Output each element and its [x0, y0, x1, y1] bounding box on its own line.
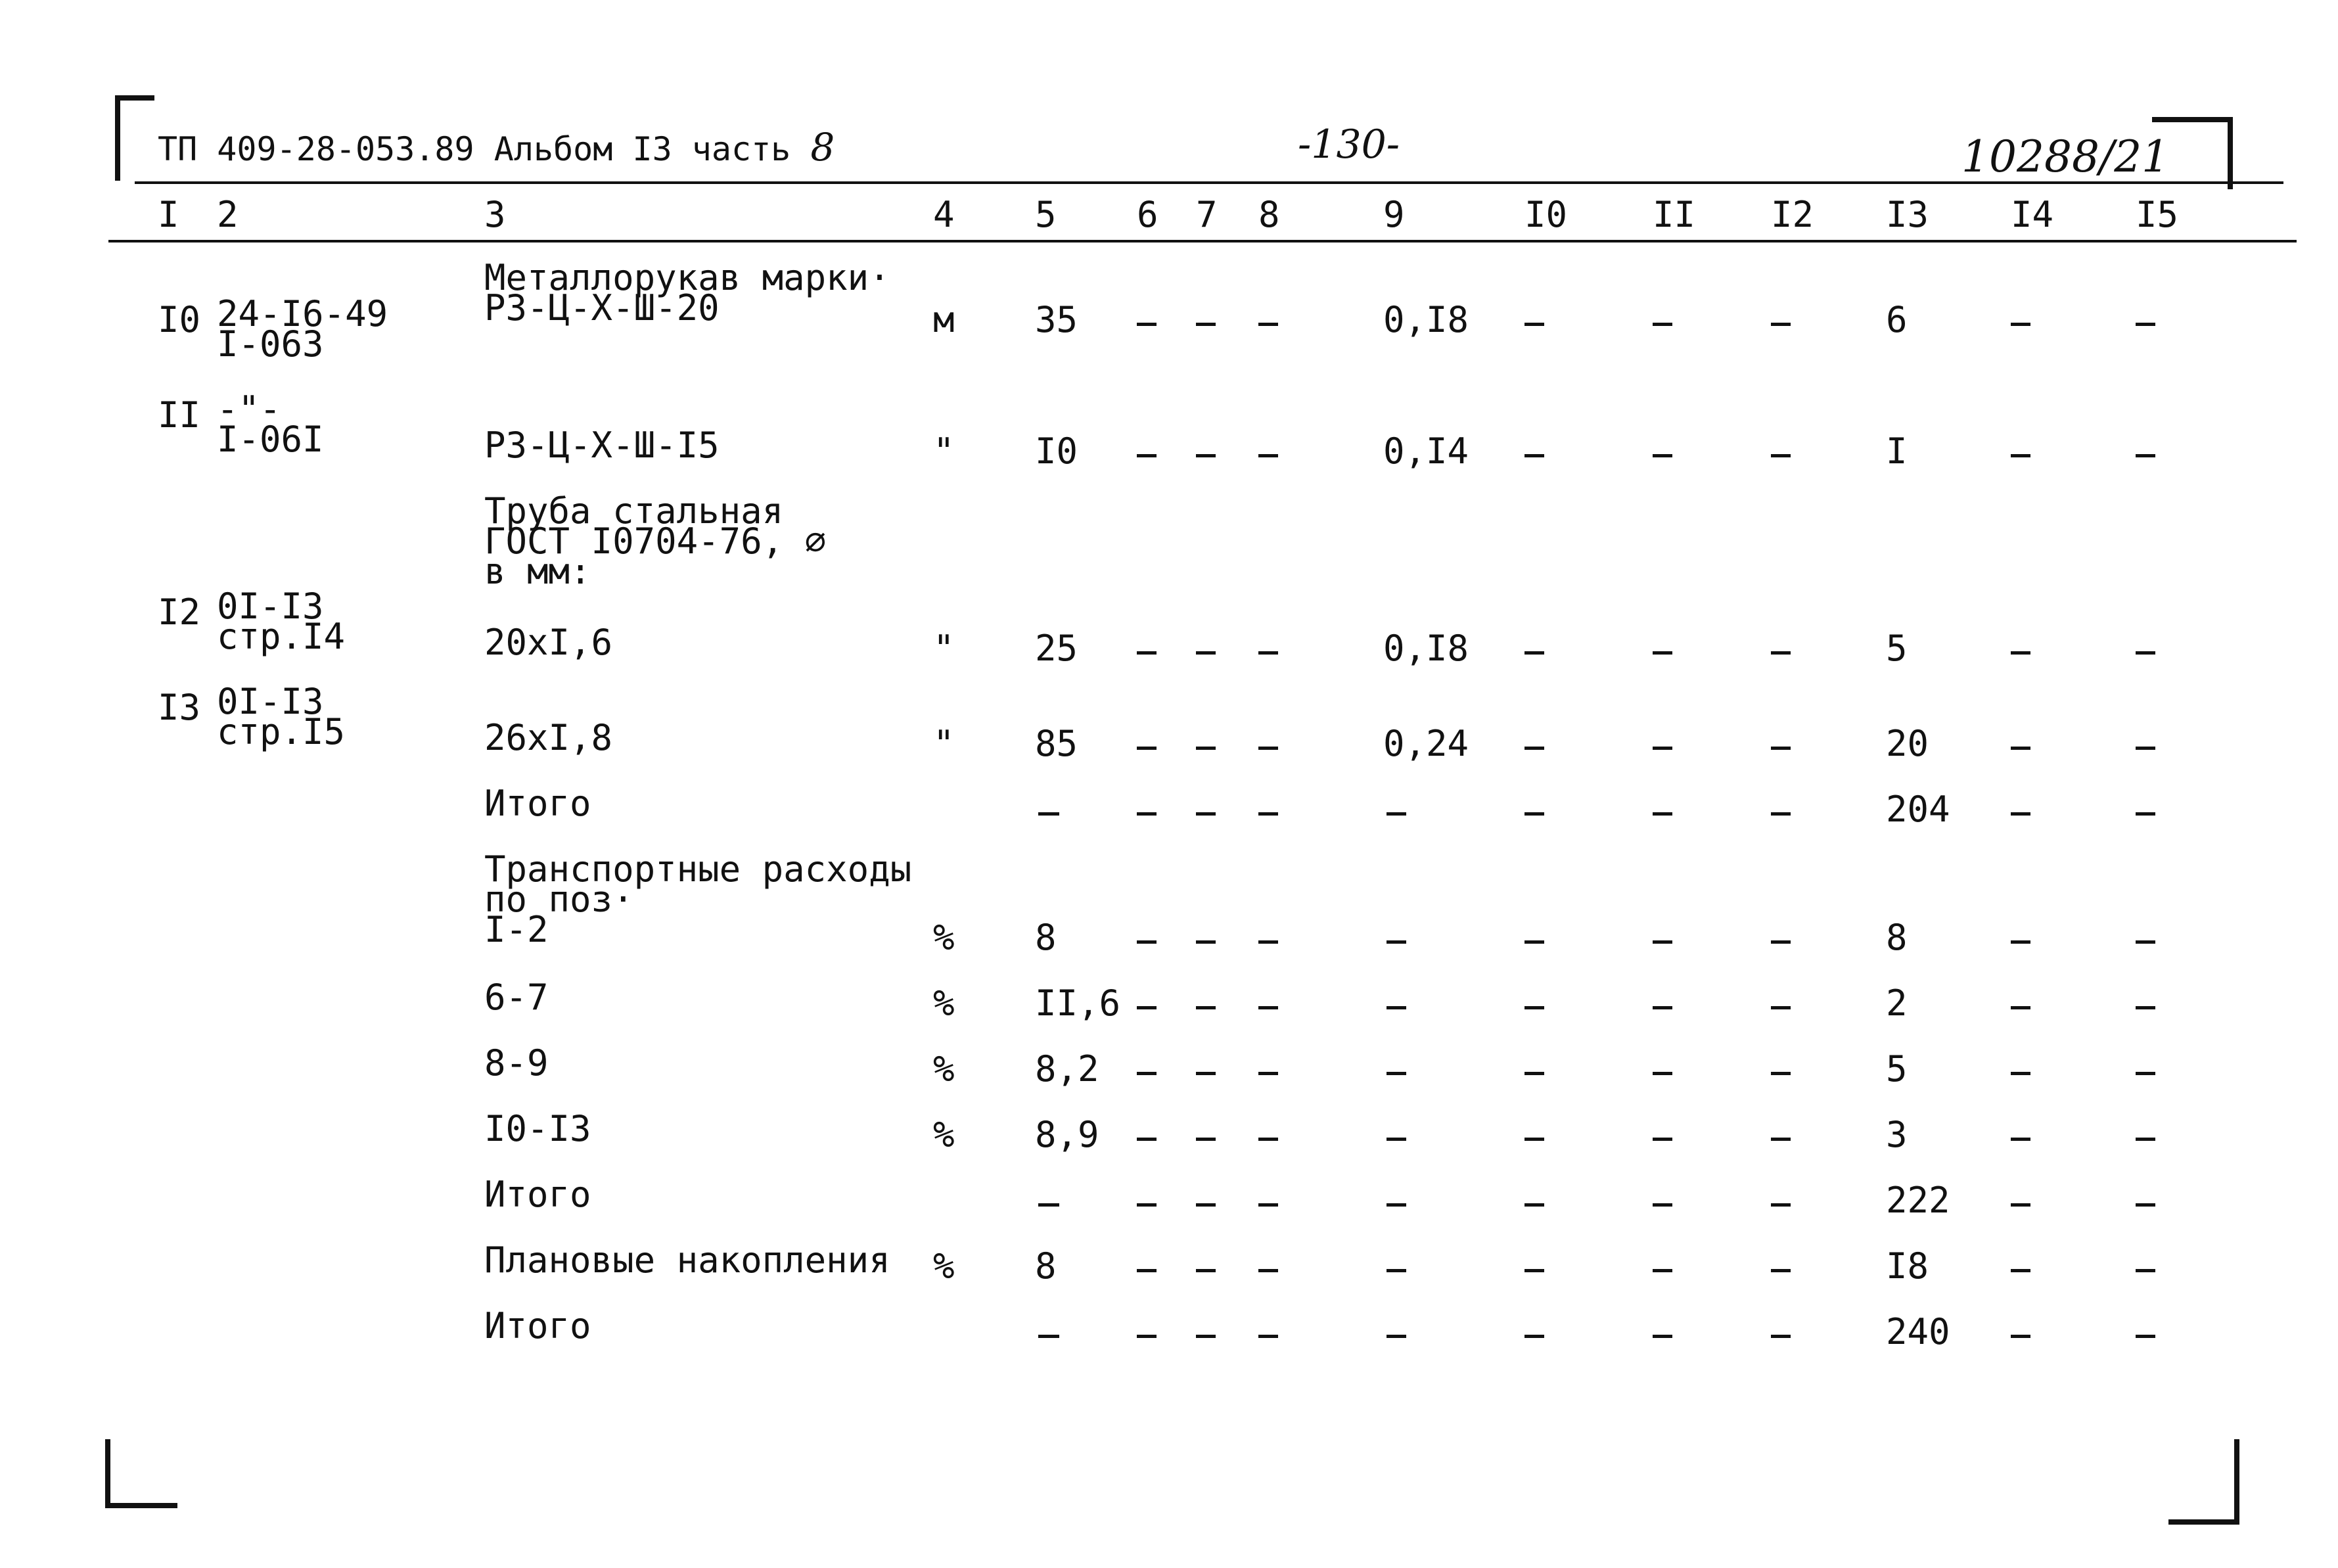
- item-name-line: Труба стальная: [484, 490, 784, 532]
- column-6-dash: [1137, 651, 1157, 655]
- column-9-dash: [1387, 1269, 1406, 1272]
- column-6-dash: [1137, 940, 1157, 944]
- column-8-dash: [1258, 1138, 1278, 1141]
- column-14-dash: [2011, 747, 2030, 750]
- item-code-line: I-063: [217, 323, 324, 365]
- column-13-value: 222: [1886, 1180, 1950, 1221]
- item-name-line: РЗ-Ц-Х-Ш-20: [484, 287, 720, 329]
- position-number: I2: [158, 591, 201, 633]
- column-11-dash: [1653, 812, 1672, 816]
- column-5-value: 85: [1035, 723, 1078, 764]
- column-15-dash: [2136, 747, 2155, 750]
- column-6-dash: [1137, 1072, 1157, 1075]
- item-name-line: по поз·: [484, 879, 634, 920]
- column-7-dash: [1196, 1269, 1216, 1272]
- column-6-dash: [1137, 323, 1157, 326]
- item-code-line: I-06I: [217, 419, 324, 460]
- column-5-value: 8,9: [1035, 1114, 1099, 1155]
- column-7-dash: [1196, 812, 1216, 816]
- column-5-value: 25: [1035, 628, 1078, 669]
- column-7-dash: [1196, 940, 1216, 944]
- corner-mark-top-left: [115, 95, 120, 181]
- column-number-9: 9: [1383, 194, 1405, 235]
- column-5-value: 35: [1035, 299, 1078, 340]
- unit-cell: ": [933, 723, 955, 764]
- column-10-dash: [1524, 940, 1544, 944]
- item-code-line: стр.I5: [217, 711, 346, 752]
- column-15-dash: [2136, 940, 2155, 944]
- column-7-dash: [1196, 1335, 1216, 1338]
- item-code-line: 0I-I3: [217, 586, 324, 627]
- column-6-dash: [1137, 454, 1157, 457]
- column-13-value: 2: [1886, 982, 1908, 1024]
- column-6-dash: [1137, 1335, 1157, 1338]
- item-code-line: -"-: [217, 388, 281, 430]
- column-14-dash: [2011, 454, 2030, 457]
- column-number-6: 6: [1137, 194, 1158, 235]
- item-name-line: 20хI,6: [484, 622, 613, 663]
- document-code-text: ТП 409-28-053.89 Альбом I3 часть: [158, 130, 791, 168]
- column-13-value: 3: [1886, 1114, 1908, 1155]
- item-name-line: I-2: [484, 909, 549, 950]
- column-number-8: 8: [1258, 194, 1280, 235]
- column-header-rule: [108, 240, 2297, 242]
- column-14-dash: [2011, 1203, 2030, 1207]
- column-5-value: 8: [1035, 1245, 1057, 1287]
- position-number: I3: [158, 687, 201, 728]
- column-9-dash: [1387, 1203, 1406, 1207]
- column-12-dash: [1771, 1269, 1791, 1272]
- column-13-value: 6: [1886, 299, 1908, 340]
- column-14-dash: [2011, 1072, 2030, 1075]
- column-15-dash: [2136, 1203, 2155, 1207]
- item-name-line: ГОСТ I0704-76, ∅: [484, 520, 827, 562]
- column-12-dash: [1771, 747, 1791, 750]
- unit-cell: %: [933, 982, 955, 1024]
- column-12-dash: [1771, 1335, 1791, 1338]
- column-9-value: 0,I8: [1383, 628, 1469, 669]
- corner-mark-bottom-left-h: [105, 1503, 177, 1508]
- item-name-line: I0-I3: [484, 1108, 591, 1149]
- position-number: I0: [158, 299, 201, 340]
- column-11-dash: [1653, 651, 1672, 655]
- item-name-line: РЗ-Ц-Х-Ш-I5: [484, 425, 720, 466]
- item-code-line: 0I-I3: [217, 681, 324, 722]
- column-7-dash: [1196, 651, 1216, 655]
- column-11-dash: [1653, 323, 1672, 326]
- column-5-dash: [1038, 1335, 1059, 1338]
- column-8-dash: [1258, 747, 1278, 750]
- column-6-dash: [1137, 1203, 1157, 1207]
- column-14-dash: [2011, 940, 2030, 944]
- item-name-line: Металлорукав марки·: [484, 257, 890, 298]
- column-14-dash: [2011, 651, 2030, 655]
- corner-mark-bottom-left: [105, 1439, 110, 1508]
- column-10-dash: [1524, 1138, 1544, 1141]
- unit-cell: %: [933, 917, 955, 958]
- item-name-line: в мм:: [484, 551, 591, 592]
- unit-cell: ": [933, 430, 955, 472]
- unit-cell: %: [933, 1048, 955, 1090]
- column-number-12: I2: [1771, 194, 1814, 235]
- unit-cell: %: [933, 1114, 955, 1155]
- item-name-line: Итого: [484, 783, 591, 824]
- column-12-dash: [1771, 651, 1791, 655]
- column-9-dash: [1387, 1138, 1406, 1141]
- column-number-4: 4: [933, 194, 955, 235]
- column-8-dash: [1258, 1072, 1278, 1075]
- column-6-dash: [1137, 812, 1157, 816]
- column-11-dash: [1653, 1269, 1672, 1272]
- item-code-line: стр.I4: [217, 616, 346, 657]
- column-15-dash: [2136, 1269, 2155, 1272]
- item-name-line: 6-7: [484, 977, 549, 1018]
- column-9-dash: [1387, 940, 1406, 944]
- column-14-dash: [2011, 1138, 2030, 1141]
- column-11-dash: [1653, 1335, 1672, 1338]
- column-11-dash: [1653, 747, 1672, 750]
- column-15-dash: [2136, 1006, 2155, 1009]
- corner-mark-top-left-h: [115, 95, 154, 101]
- unit-cell: ": [933, 628, 955, 669]
- column-15-dash: [2136, 323, 2155, 326]
- column-10-dash: [1524, 1335, 1544, 1338]
- column-13-value: 240: [1886, 1311, 1950, 1352]
- column-number-1: I: [158, 194, 179, 235]
- column-14-dash: [2011, 1335, 2030, 1338]
- column-8-dash: [1258, 651, 1278, 655]
- column-6-dash: [1137, 747, 1157, 750]
- column-7-dash: [1196, 747, 1216, 750]
- column-12-dash: [1771, 1072, 1791, 1075]
- archive-number: 10288/21: [1961, 131, 2170, 182]
- item-code-line: 24-I6-49: [217, 293, 388, 334]
- column-number-11: II: [1653, 194, 1696, 235]
- item-name-line: Транспортные расходы: [484, 848, 912, 890]
- column-number-7: 7: [1196, 194, 1218, 235]
- column-15-dash: [2136, 1072, 2155, 1075]
- column-5-dash: [1038, 1203, 1059, 1207]
- column-12-dash: [1771, 1138, 1791, 1141]
- column-13-value: 8: [1886, 917, 1908, 958]
- unit-cell: м: [933, 299, 955, 340]
- column-10-dash: [1524, 1006, 1544, 1009]
- column-11-dash: [1653, 1138, 1672, 1141]
- column-13-value: 20: [1886, 723, 1929, 764]
- column-9-dash: [1387, 812, 1406, 816]
- column-14-dash: [2011, 1006, 2030, 1009]
- column-9-value: 0,I8: [1383, 299, 1469, 340]
- corner-mark-bottom-right-h: [2168, 1519, 2239, 1525]
- column-11-dash: [1653, 940, 1672, 944]
- column-10-dash: [1524, 1269, 1544, 1272]
- column-9-value: 0,I4: [1383, 430, 1469, 472]
- column-10-dash: [1524, 1072, 1544, 1075]
- column-15-dash: [2136, 454, 2155, 457]
- column-12-dash: [1771, 1006, 1791, 1009]
- column-8-dash: [1258, 454, 1278, 457]
- column-5-value: II,6: [1035, 982, 1121, 1024]
- column-8-dash: [1258, 1269, 1278, 1272]
- column-9-dash: [1387, 1006, 1406, 1009]
- column-13-value: 204: [1886, 789, 1950, 830]
- column-5-dash: [1038, 812, 1059, 816]
- item-name-line: 8-9: [484, 1042, 549, 1084]
- column-9-value: 0,24: [1383, 723, 1469, 764]
- item-name-line: Итого: [484, 1305, 591, 1347]
- column-11-dash: [1653, 1006, 1672, 1009]
- column-13-value: I8: [1886, 1245, 1929, 1287]
- column-6-dash: [1137, 1138, 1157, 1141]
- column-13-value: I: [1886, 430, 1908, 472]
- column-5-value: I0: [1035, 430, 1078, 472]
- column-15-dash: [2136, 812, 2155, 816]
- column-10-dash: [1524, 651, 1544, 655]
- position-number: II: [158, 394, 201, 436]
- column-7-dash: [1196, 1072, 1216, 1075]
- corner-mark-top-right: [2228, 117, 2233, 189]
- corner-mark-bottom-right: [2234, 1439, 2239, 1525]
- column-number-14: I4: [2011, 194, 2054, 235]
- column-12-dash: [1771, 812, 1791, 816]
- column-12-dash: [1771, 454, 1791, 457]
- column-7-dash: [1196, 1138, 1216, 1141]
- corner-mark-top-right-h: [2152, 117, 2233, 122]
- column-7-dash: [1196, 454, 1216, 457]
- column-10-dash: [1524, 1203, 1544, 1207]
- column-10-dash: [1524, 454, 1544, 457]
- column-12-dash: [1771, 940, 1791, 944]
- column-8-dash: [1258, 940, 1278, 944]
- column-10-dash: [1524, 323, 1544, 326]
- column-7-dash: [1196, 1203, 1216, 1207]
- item-name-line: Итого: [484, 1174, 591, 1215]
- column-8-dash: [1258, 323, 1278, 326]
- document-code: [158, 125, 835, 170]
- column-13-value: 5: [1886, 1048, 1908, 1090]
- column-12-dash: [1771, 1203, 1791, 1207]
- column-number-15: I5: [2136, 194, 2179, 235]
- column-14-dash: [2011, 1269, 2030, 1272]
- column-8-dash: [1258, 812, 1278, 816]
- column-number-3: 3: [484, 194, 506, 235]
- column-number-2: 2: [217, 194, 239, 235]
- column-8-dash: [1258, 1203, 1278, 1207]
- item-name-line: 26хI,8: [484, 717, 613, 758]
- column-15-dash: [2136, 1335, 2155, 1338]
- column-6-dash: [1137, 1269, 1157, 1272]
- column-7-dash: [1196, 323, 1216, 326]
- column-10-dash: [1524, 812, 1544, 816]
- column-14-dash: [2011, 323, 2030, 326]
- column-9-dash: [1387, 1335, 1406, 1338]
- part-number: 8: [810, 125, 835, 170]
- unit-cell: %: [933, 1245, 955, 1287]
- column-5-value: 8: [1035, 917, 1057, 958]
- column-11-dash: [1653, 454, 1672, 457]
- column-number-13: I3: [1886, 194, 1929, 235]
- page-number: -130-: [1298, 122, 1400, 168]
- column-9-dash: [1387, 1072, 1406, 1075]
- column-15-dash: [2136, 1138, 2155, 1141]
- column-number-5: 5: [1035, 194, 1057, 235]
- column-8-dash: [1258, 1006, 1278, 1009]
- column-11-dash: [1653, 1072, 1672, 1075]
- column-11-dash: [1653, 1203, 1672, 1207]
- item-name-line: Плановые накопления: [484, 1239, 890, 1281]
- column-13-value: 5: [1886, 628, 1908, 669]
- column-7-dash: [1196, 1006, 1216, 1009]
- column-6-dash: [1137, 1006, 1157, 1009]
- column-14-dash: [2011, 812, 2030, 816]
- column-5-value: 8,2: [1035, 1048, 1099, 1090]
- column-number-10: I0: [1524, 194, 1568, 235]
- column-12-dash: [1771, 323, 1791, 326]
- column-8-dash: [1258, 1335, 1278, 1338]
- column-15-dash: [2136, 651, 2155, 655]
- column-10-dash: [1524, 747, 1544, 750]
